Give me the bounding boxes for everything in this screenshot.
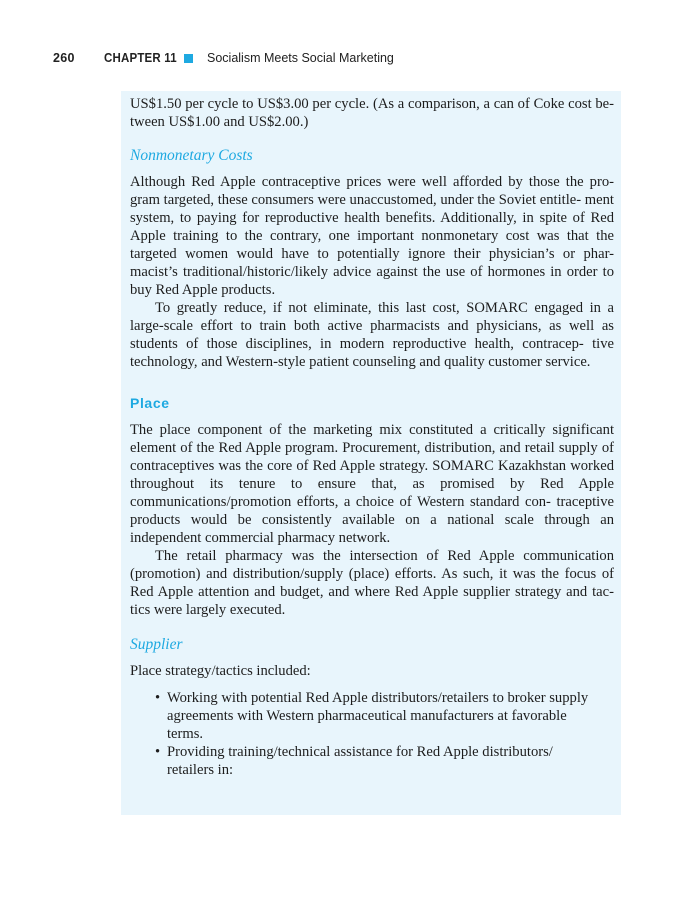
text-line: traceptive products would be consistently available on a national scale through [130, 494, 615, 528]
text-line: to buy Red Apple products. [130, 264, 614, 298]
text-line: Red Apple training to the contrary, one important nonmonetary cost was that [130, 210, 614, 244]
text-line: agreements with Western pharmaceutical manufacturers at favorable [167, 708, 567, 724]
heading-supplier: Supplier [130, 636, 183, 653]
text-line: the targeted women would have to potentially ignore their physician’s or phar- [130, 228, 614, 262]
text-line: terms. [167, 726, 204, 742]
square-bullet-icon [184, 54, 193, 63]
text-line: US$1.50 per cycle to US$3.00 per cycle. (As a comparison, a can of Coke cost be- [130, 96, 614, 112]
text-line: The place component of the marketing mix constituted a critically significant [130, 422, 614, 438]
text-line: The retail pharmacy was the intersection of Red Apple communication [155, 548, 614, 564]
box-content [130, 95, 614, 779]
supplier-bullet-list [130, 689, 614, 779]
bullet-icon: • [155, 690, 161, 706]
text-line: tive technology, and Western-style patient counseling and quality customer [130, 336, 614, 370]
text-line: Kazakhstan worked throughout its tenure to ensure that, as promised by Red [130, 458, 614, 492]
place-paragraph-1 [130, 421, 614, 547]
text-line: tics were largely executed. [130, 602, 286, 618]
chapter-title: Socialism Meets Social Marketing [207, 51, 394, 65]
text-line: macist’s traditional/historic/likely advice against the use of hormones in order [130, 264, 598, 280]
heading-nonmonetary-costs: Nonmonetary Costs [130, 147, 253, 164]
text-line: gram targeted, these consumers were unaccustomed, under the Soviet entitle- [130, 192, 582, 208]
text-line: element of the Red Apple program. Procurement, distribution, and retail [130, 440, 555, 456]
heading-place: Place [130, 395, 170, 411]
bullet-icon: • [155, 744, 161, 760]
text-line: Although Red Apple contraceptive prices were well afforded by those the pro- [130, 174, 614, 190]
text-line: as students of those disciplines, in modern reproductive health, contracep- [130, 318, 614, 352]
text-line: Working with potential Red Apple distributors/retailers to broker supply [167, 690, 589, 706]
text-line: Providing training/technical assistance for Red Apple distributors/ [167, 744, 553, 760]
text-line: Apple communications/promotion efforts, a choice of Western standard con- [130, 476, 615, 510]
text-line: an independent commercial pharmacy network. [130, 512, 614, 546]
chapter-label: CHAPTER 11 [104, 51, 177, 65]
intro-paragraph [130, 95, 614, 131]
text-line: To greatly reduce, if not eliminate, this last cost, SOMARC engaged in [155, 300, 601, 316]
text-line: a large-scale effort to train both active pharmacists and physicians, as well [130, 300, 614, 334]
text-line: tween US$1.00 and US$2.00.) [130, 114, 309, 130]
text-line: Red Apple attention and budget, and where Red Apple supplier strategy and tac- [130, 584, 614, 600]
text-line: (promotion) and distribution/supply (place) efforts. As such, it was the focus of [130, 566, 614, 582]
text-line: service. [545, 354, 591, 370]
place-paragraph-2 [130, 547, 614, 619]
nonmonetary-paragraph-1 [130, 173, 614, 299]
list-item [130, 689, 614, 743]
text-line: ment system, to paying for reproductive health benefits. Additionally, in spite of [130, 192, 614, 226]
text-line: retailers in: [167, 762, 234, 778]
supplier-intro: Place strategy/tactics included: [130, 663, 311, 679]
nonmonetary-paragraph-2 [130, 299, 614, 371]
running-head [42, 48, 662, 68]
page-number: 260 [53, 51, 75, 65]
text-line: supply of contraceptives was the core of Red Apple strategy. SOMARC [130, 440, 614, 474]
list-item [130, 743, 614, 779]
